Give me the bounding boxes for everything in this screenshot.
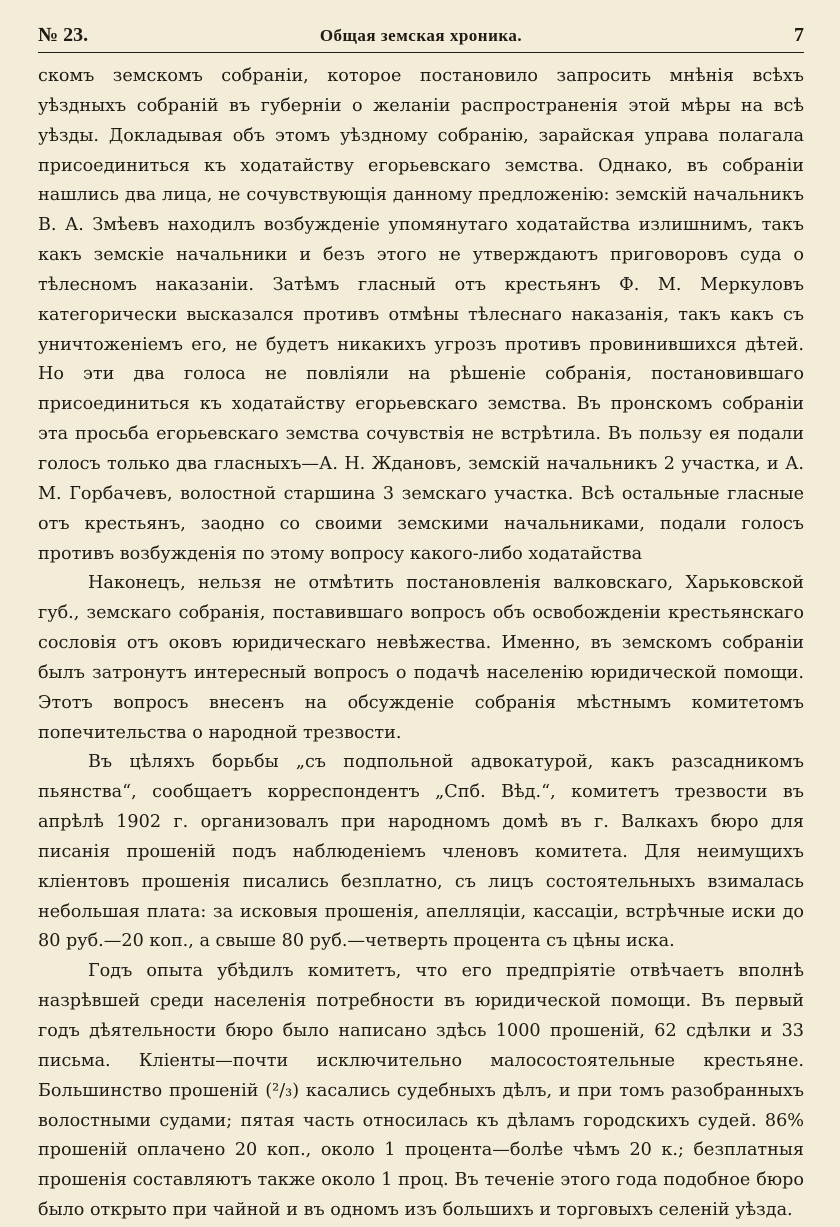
issue-number: № 23. bbox=[38, 24, 89, 46]
page-number: 7 bbox=[794, 24, 804, 46]
paragraph: Годъ опыта убѣдилъ комитетъ, что его предпріятіе отвѣчаетъ вполнѣ назрѣвшей среди населенія потребности въ юридической помощи. Въ первый годъ дѣятельности бюро было написано здѣсь 1000 прошеній, 62 сдѣлки и 33 письма. Кліенты—почти исключительно малосостоятельные крестьяне. Большинство прошеній (²/₃) касались судебныхъ дѣлъ, и при томъ разобранныхъ волостными судами; пятая часть относилась къ дѣламъ городскихъ судей. 86% прошеній оплачено 20 коп., около 1 процента—болѣе чѣмъ 20 к.; безплатныя прошенія составляютъ также около 1 проц. Въ теченіе этого года подобное бюро было открыто при чайной и въ одномъ изъ большихъ и торговыхъ селеній уѣзда. bbox=[38, 961, 804, 1221]
page-header bbox=[38, 18, 804, 54]
running-title: Общая земская хроника. bbox=[319, 26, 523, 45]
paragraph: Наконецъ, нельзя не отмѣтить постановленія валковскаго, Харьковской губ., земскаго собранія, поставившаго вопросъ объ освобожденіи крестьянскаго сословія отъ оковъ юридическаго невѣжества. Именно, въ земскомъ собраніи былъ затронутъ интересный вопросъ о подачѣ населенію юридической помощи. Этотъ вопросъ внесенъ на обсужденіе собранія мѣстнымъ комитетомъ попечительства о народной трезвости. bbox=[38, 573, 804, 743]
document-page bbox=[38, 18, 804, 1221]
page-body bbox=[38, 62, 804, 1226]
header-rule bbox=[38, 52, 804, 53]
paragraph: Въ цѣляхъ борьбы „съ подпольной адвокатурой, какъ разсадникомъ пьянства“, сообщаетъ корреспондентъ „Спб. Вѣд.“, комитетъ трезвости въ апрѣлѣ 1902 г. организовалъ при народномъ домѣ въ г. Валкахъ бюро для писанія прошеній подъ наблюденіемъ членовъ комитета. Для неимущихъ кліентовъ прошенія писались безплатно, съ лицъ состоятельныхъ взималась небольшая плата: за исковыя прошенія, апелляціи, кассаціи, встрѣчные иски до 80 руб.—20 коп., а свыше 80 руб.—четверть процента съ цѣны иска. bbox=[38, 752, 804, 952]
paragraph-continued: скомъ земскомъ собраніи, которое постановило запросить мнѣнія всѣхъ уѣздныхъ собраній въ губерніи о желаніи распространенія этой мѣры на всѣ уѣзды. Докладывая объ этомъ уѣздному собранію, зарайская управа полагала присоединиться къ ходатайству егорьевскаго земства. Однако, въ собраніи нашлись два лица, не сочувствующія данному предложенію: земскій начальникъ В. А. Змѣевъ находилъ возбужденіе упомянутаго ходатайства излишнимъ, такъ какъ земскіе начальники и безъ этого не утверждаютъ приговоровъ суда о тѣлесномъ наказаніи. Затѣмъ гласный отъ крестьянъ Ф. М. Меркуловъ категорически высказался противъ отмѣны тѣлеснаго наказанія, такъ какъ съ уничтоженіемъ его, не будетъ никакихъ угрозъ противъ провинившихся дѣтей. Но эти два голоса не повліяли на рѣшеніе собранія, постановившаго присоединиться къ ходатайству егорьевскаго земства. Въ пронскомъ собраніи эта просьба егорьевскаго земства сочувствія не встрѣтила. Въ пользу ея подали голосъ только два гласныхъ—А. Н. Ждановъ, земскій начальникъ 2 участка, и А. М. Горбачевъ, волостной старшина 3 земскаго участка. Всѣ остальные гласные отъ крестьянъ, заодно со своими земскими начальниками, подали голосъ противъ возбужденія по этому вопросу какого-либо ходатайства bbox=[38, 66, 804, 564]
